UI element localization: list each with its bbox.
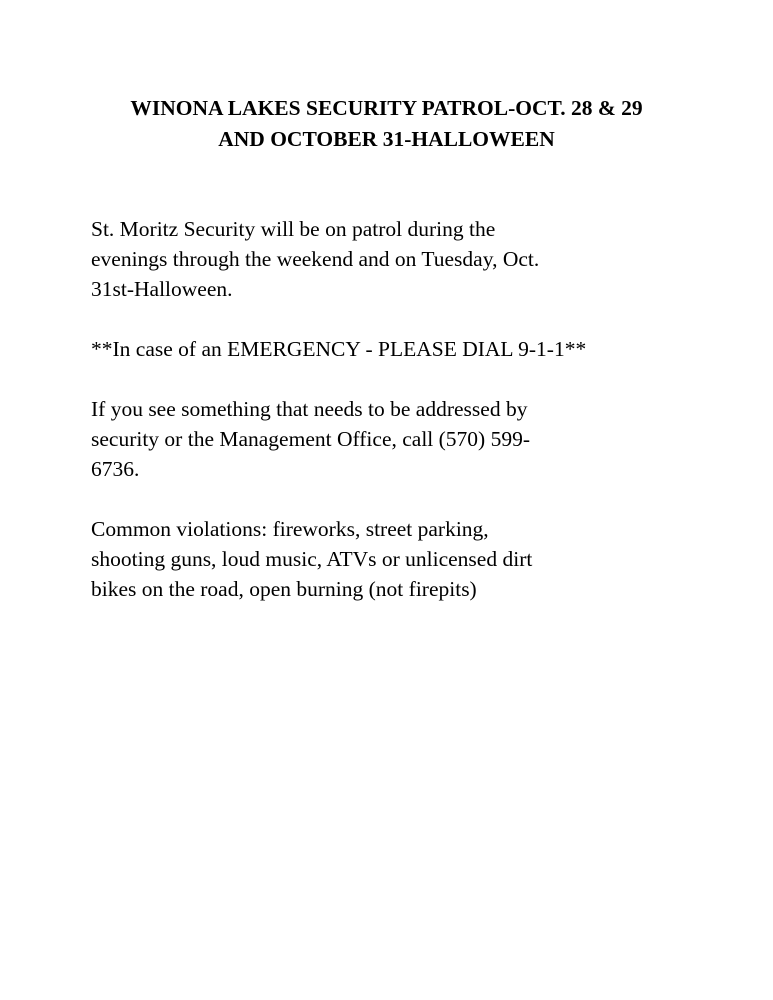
contact-paragraph-line-3: 6736. (91, 457, 140, 481)
notice-title-line-1: WINONA LAKES SECURITY PATROL-OCT. 28 & 29 (130, 96, 643, 120)
violations-paragraph-line-3: bikes on the road, open burning (not firepits) (91, 577, 477, 601)
violations-paragraph (91, 514, 691, 604)
patrol-paragraph-line-3: 31st-Halloween. (91, 277, 233, 301)
contact-paragraph-line-1: If you see something that needs to be addressed by (91, 397, 528, 421)
notice-body (91, 214, 691, 634)
contact-paragraph-line-2: security or the Management Office, call (570) 599- (91, 427, 530, 451)
contact-paragraph (91, 394, 691, 484)
emergency-paragraph-line-1: **In case of an EMERGENCY - PLEASE DIAL 9-1-1** (91, 337, 587, 361)
patrol-paragraph-line-1: St. Moritz Security will be on patrol during the (91, 217, 496, 241)
patrol-paragraph (91, 214, 691, 304)
notice-title (60, 93, 713, 155)
emergency-paragraph (91, 334, 691, 364)
notice-title-line-2: AND OCTOBER 31-HALLOWEEN (218, 127, 555, 151)
violations-paragraph-line-2: shooting guns, loud music, ATVs or unlicensed dirt (91, 547, 533, 571)
patrol-paragraph-line-2: evenings through the weekend and on Tuesday, Oct. (91, 247, 540, 271)
violations-paragraph-line-1: Common violations: fireworks, street parking, (91, 517, 489, 541)
